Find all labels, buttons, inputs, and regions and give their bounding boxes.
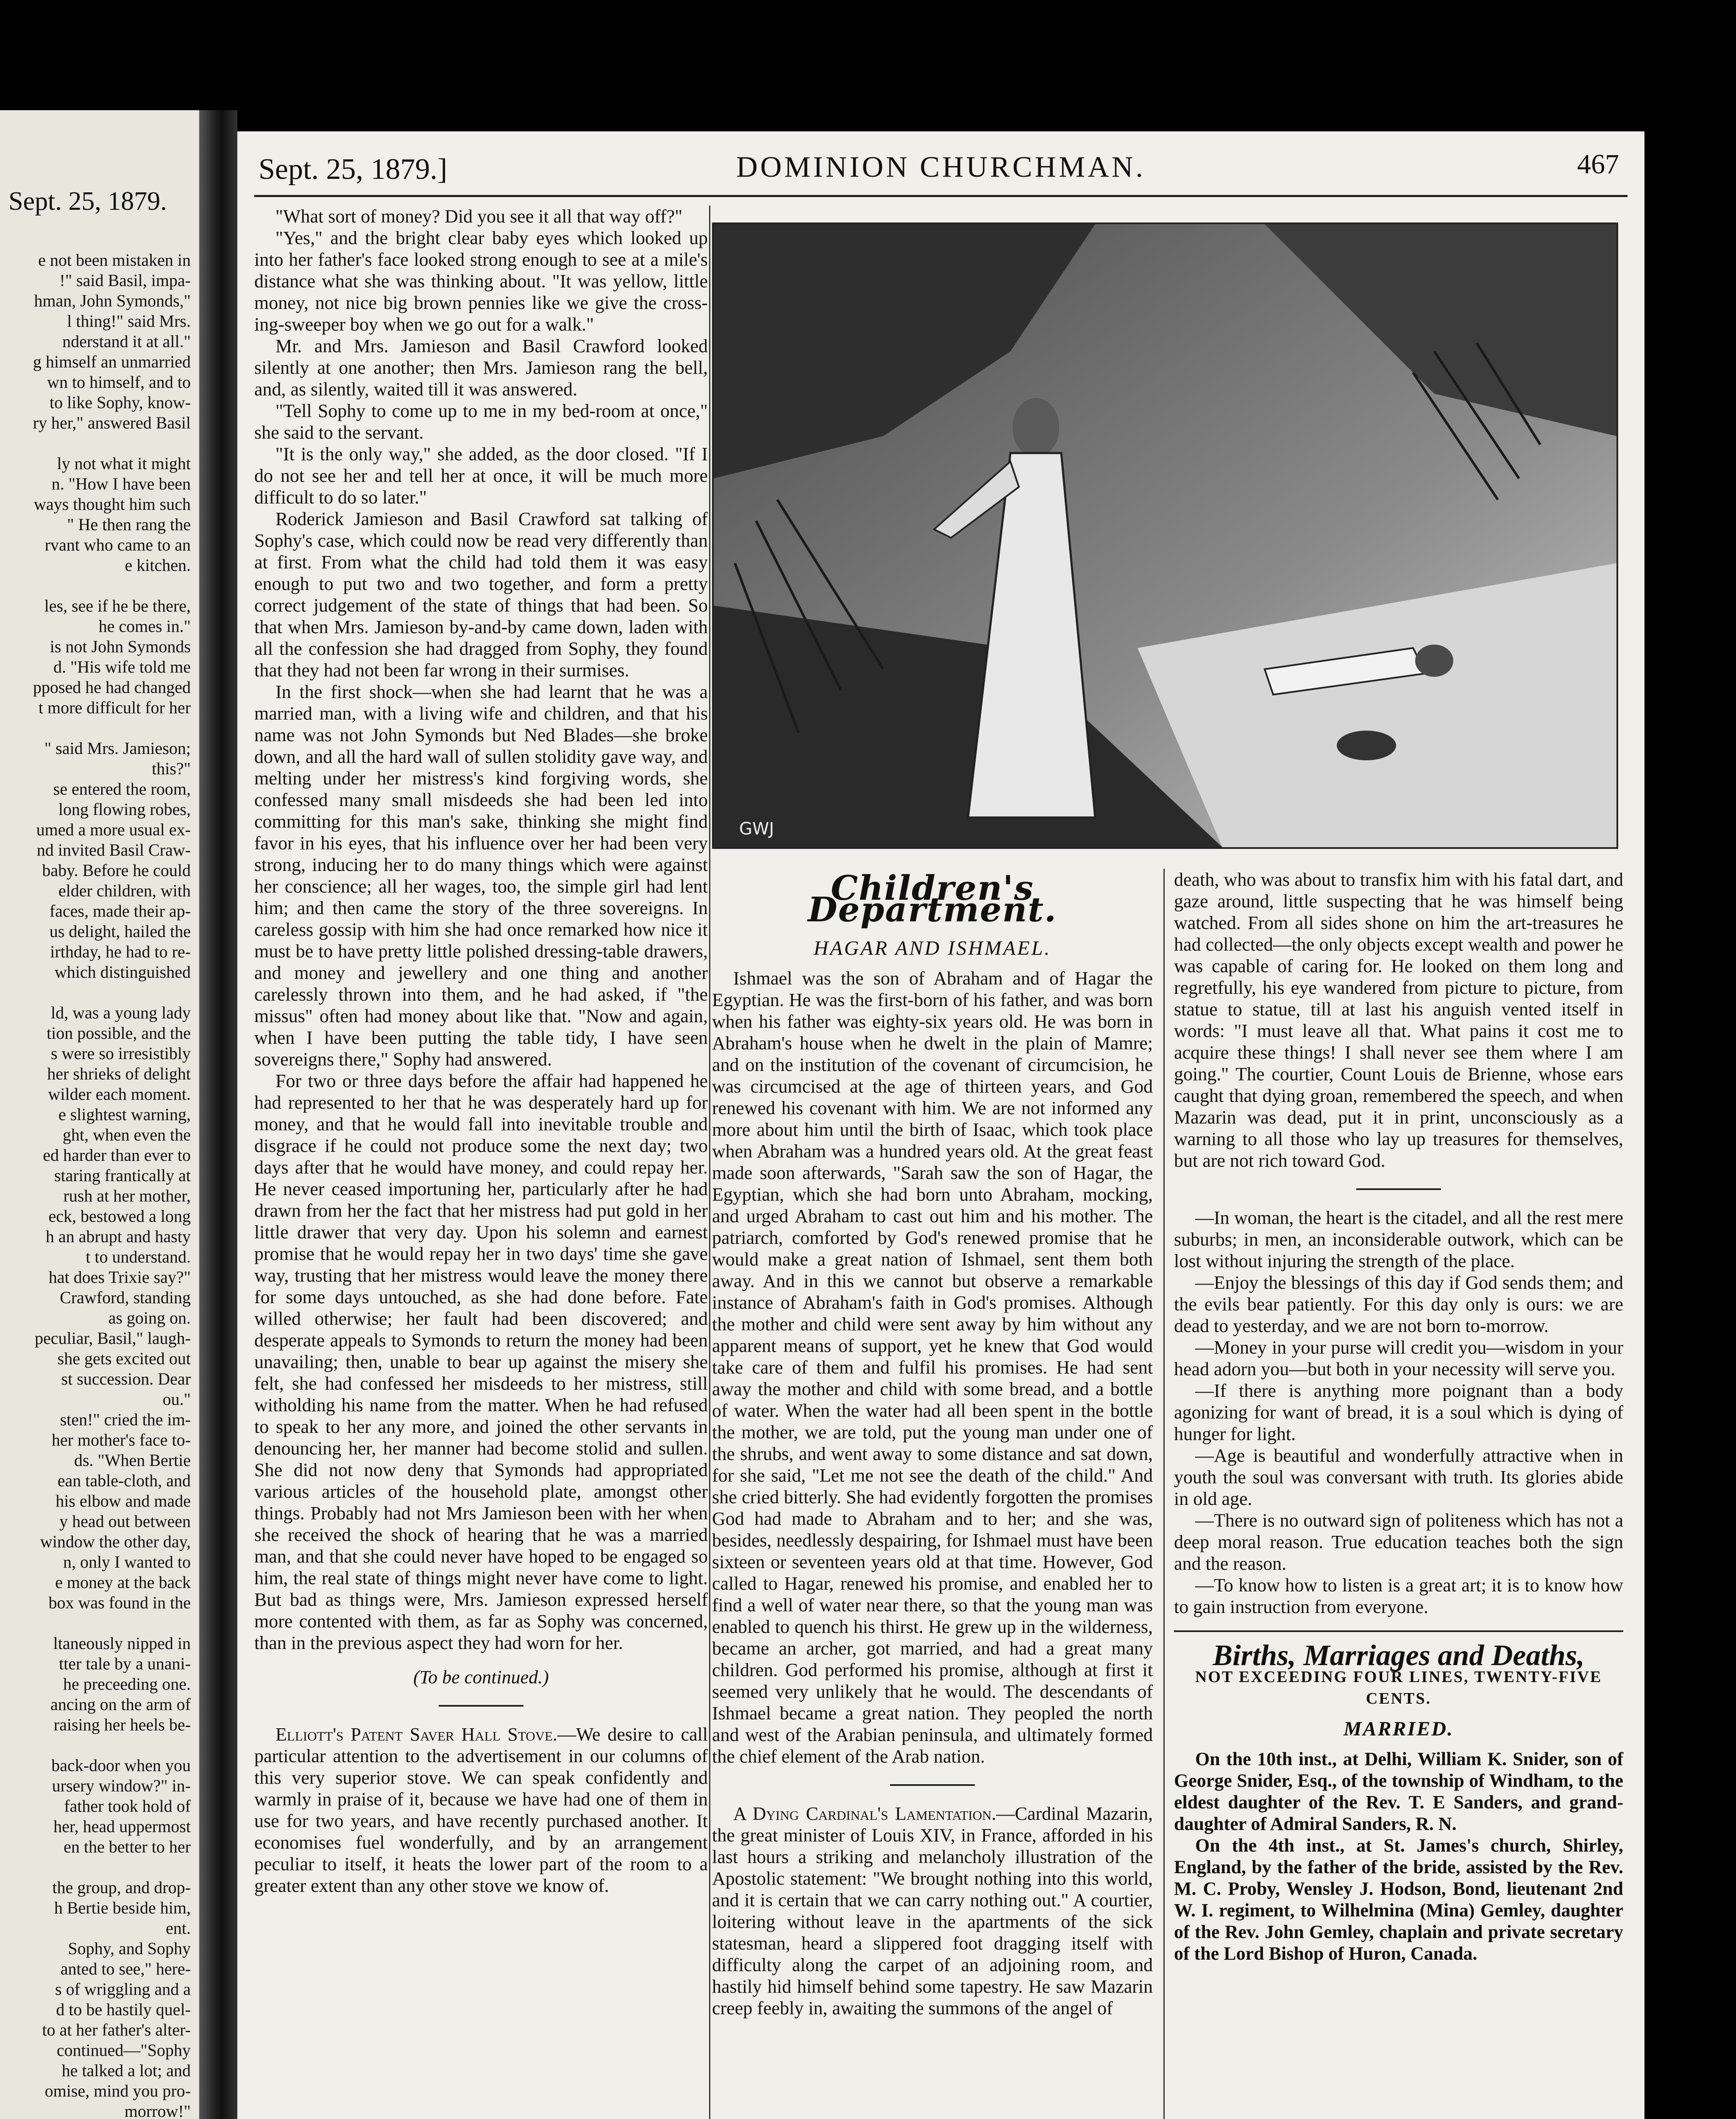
previous-page-line: ancing on the arm of [50, 1695, 191, 1714]
previous-page-line [0, 576, 191, 596]
book-gutter [199, 110, 237, 2119]
previous-page-line: en the better to her [64, 1837, 191, 1856]
previous-page-line: pposed he had changed [33, 678, 191, 697]
previous-page-line: faces, made their ap- [49, 901, 191, 920]
previous-page-line: us delight, hailed the [49, 922, 191, 941]
previous-page-line: e slightest warning, [58, 1105, 191, 1124]
previous-page-line: t more difficult for her [38, 698, 191, 717]
previous-page-line: l thing!" said Mrs. [67, 311, 191, 331]
previous-page-line: d. "His wife told me [53, 657, 191, 676]
previous-page-line: h an abrupt and hasty [45, 1227, 191, 1246]
previous-page-line: nderstand it at all." [62, 332, 191, 351]
story-paragraph: "Yes," and the bright clear baby eyes which looked up into her father's face looked strong enough to see at a mile's distance what she was thinking about. "It was yellow, little money, not nice big brown pennies like we give the cross-ing-sweeper boy when we go out for a walk." [254, 228, 708, 335]
previous-page-line: ou." [162, 1390, 191, 1409]
maxim-item: —To know how to listen is a great art; it is to know how to gain instruction from everyone. [1174, 1575, 1623, 1617]
previous-page-line: d to be hastily quel- [56, 2000, 191, 2019]
previous-page-line: irthday, he had to re- [50, 942, 191, 961]
previous-page-line: father took hold of [64, 1796, 191, 1816]
page-header [237, 140, 1644, 186]
story-column [254, 206, 708, 2119]
masthead-title: DOMINION CHURCHMAN. [736, 151, 1146, 184]
cardinal-text: —Cardinal Mazarin, the great minister of Louis XIV, in France, afforded in his last hours a striking and melancholy illustration of the Apostolic statement: "We brought nothing into this world, and it is certain that we can carry nothing out." A courtier, loitering without leave in the apartments of the sick statesman, heard a slippered foot dragging itself with difficulty along the carpet of an adjoining room, and hastily hid himself behind some tapestry. He saw Mazarin creep feebly in, awaiting the summons of the angel of [712, 1803, 1153, 2019]
previous-page-line: " He then rang the [67, 515, 191, 534]
previous-page-line: anted to see," here- [60, 1959, 191, 1978]
header-date: Sept. 25, 1879.] [259, 153, 448, 186]
previous-page-line: he preceeding one. [63, 1674, 191, 1694]
stove-notice [254, 1724, 708, 1897]
previous-page-line: her shrieks of delight [47, 1064, 191, 1083]
previous-page-line: les, see if he be there, [44, 596, 191, 615]
department-heading: Children's Department. [808, 868, 1057, 929]
previous-page-line: !" said Basil, impa- [59, 271, 191, 290]
previous-page-line: ed harder than ever to [43, 1146, 191, 1165]
right-column [1174, 869, 1623, 1964]
previous-page-line: wn to himself, and to [47, 373, 191, 392]
story-paragraph: In the first shock—when she had learnt that he was a married man, with a living wife and children, and that his name was not John Symonds but Ned Blades—she broke down, and all the hard wall of sullen stolidity gave way, and melting under her mistress's kind forgiving words, she confessed many small misdeeds she had been led into committing for this man's sake, thinking she might find favor in his eyes, that his influence over her had been very strong, inducing her to do many things which were against her conscience; all her wages, too, the simple girl had lent him; and then came the story of the three sovereigns. In careless gossip with him she had once remarked how nice it must be to have pretty little polished dressing-table drawers, and money and jewellery and one thing and another carelessly thrown into them, and he had asked, if "the missus" often had money about like that. "Now and again, when I have been putting the table tidy, I have seen sovereigns there," Sophy had answered. [254, 681, 708, 1070]
marriage-notice: On the 4th inst., at St. James's church, Shirley, England, by the father of the bride, assisted by the Rev. M. C. Proby, Wensley J. Hodson, Bond, lieutenant 2nd W. I. regiment, to Wilhelmina (Mina) Gemley, daughter of the Rev. John Gemley, chaplain and private secretary of the Lord Bishop of Huron, Canada. [1174, 1835, 1623, 1964]
previous-page-line: h Bertie beside him, [54, 1898, 191, 1917]
section-divider-2 [890, 1784, 975, 1786]
previous-page-line [0, 1613, 191, 1633]
previous-page-line: ght, when even the [62, 1125, 191, 1144]
continued-note: (To be continued.) [413, 1667, 549, 1688]
stove-notice-title: Elliott's Patent Saver Hall Stove. [275, 1724, 558, 1745]
previous-page-line: Crawford, standing [60, 1288, 191, 1307]
previous-page-line: s were so irresistibly [51, 1044, 191, 1063]
story-paragraph: For two or three days before the affair had happened he had represented to her that he was desperately hard up for money, and that he would fall into inevitable trouble and disgrace if he could not produce some the next day; two days after that he would have money, and could repay her. He never ceased importuning her, particularly after he had drawn from her the fact that her mistress had put gold in her little drawer that very day. Upon his solemn and earnest promise that he would repay her in two days' time she gave way, trusting that her mistress would leave the money there for some days untouched, as she had done before. Fate willed otherwise; her fault had been discovered; and desperate appeals to Symonds to return the money had been unavailing; then, unable to bear up against the misery she felt, she had confessed her misdeeds to her mistress, still witholding his name from the matter. When he had refused to speak to her any more, and joined the other servants in denouncing her, her manner had become stolid and sullen. She did not now deny that Symonds had appropriated various articles of the household plate, amongst other things. Probably had not Mrs Jamieson been with her when she received the shock of hearing that he was a married man, and that she could never have hoped to be engaged so him, the real state of things might never have come to light. But bad as things were, Mrs. Jamieson expressed herself more contented with them, as far as Sophy was concerned, than in the previous aspect they had worn for her. [254, 1071, 708, 1653]
header-rule [254, 195, 1628, 197]
maxim-item: —Age is beautiful and wonderfully attractive when in youth the soul was conversant with truth. Its glories abide in old age. [1174, 1445, 1623, 1509]
previous-page-line: to at her father's alter- [42, 2020, 191, 2039]
previous-page-header: Sept. 25, 1879. [8, 187, 167, 216]
newspaper-page [237, 131, 1644, 2119]
cardinal-title: A Dying Cardinal's Lamentation. [733, 1803, 996, 1824]
previous-page-line [0, 982, 191, 1003]
cardinal-continuation: death, who was about to transfix him with his fatal dart, and gaze around, little suspecting that he was himself being watched. From all sides shone on him the art-treasures he had collected—the only objects except wealth and power he was capable of caring for. He looked on them long and regretfully, his eye wandered from picture to picture, from statue to statue, till at last his anguish vented itself in words: "I must leave all that. What pains it cost me to acquire these things! I shall never see them where I am going." The courtier, Count Louis de Brienne, whose ears caught that dying groan, remembered the speech, and when Mazarin was dead, put it in print, unconsciously as a warning to all those who lay up treasures for themselves, but are not rich toward God. [1174, 869, 1623, 1171]
story-paragraph: "It is the only way," she added, as the door closed. "If I do not see her and tell her at once, it will be much more difficult to do so later." [254, 444, 708, 508]
previous-page-line: t to understand. [86, 1247, 191, 1266]
column-rule [709, 206, 710, 2119]
section-divider [439, 1705, 523, 1707]
previous-page-line: as going on. [108, 1308, 191, 1327]
maxim-item: —If there is anything more poignant than a body agonizing for want of bread, it is a soul which is dying of hunger for light. [1174, 1380, 1623, 1444]
story-paragraph: Roderick Jamieson and Basil Crawford sat talking of Sophy's case, which could now be read very differently than at first. From what the child had told them it was easy enough to put two and two together, and form a pretty correct judgement of the state of things that had been. So that when Mrs. Jamieson by-and-by came down, laden with all the confession she had dragged from Sophy, they found that they had not been far wrong in their surmises. [254, 509, 708, 681]
previous-page-line: ds. "When Bertie [74, 1451, 191, 1470]
previous-page-line: his elbow and made [56, 1491, 191, 1510]
previous-page-line: raising her heels be- [53, 1715, 191, 1734]
married-heading: MARRIED. [1343, 1718, 1454, 1740]
section-divider-3 [1356, 1188, 1441, 1190]
previous-page-line: ry her," answered Basil [33, 413, 191, 432]
previous-page-line: hat does Trixie say?" [48, 1268, 191, 1287]
maxims-list [1174, 1207, 1623, 1618]
previous-page-line: staring frantically at [54, 1166, 191, 1185]
previous-page-edge [0, 110, 199, 2119]
previous-page-line: is not John Symonds [50, 637, 191, 656]
previous-page-line: e not been mistaken in [38, 250, 191, 270]
maxim-item: —In woman, the heart is the citadel, and all the rest mere suburbs; in men, an inconsiderable outwork, which can be lost without injuring the strength of the place. [1174, 1207, 1623, 1271]
previous-page-line: umed a more usual ex- [36, 820, 191, 839]
previous-page-line: n. "How I have been [51, 474, 191, 493]
previous-page-line [0, 433, 191, 453]
engraving-image [714, 224, 1616, 847]
previous-page-line: elder children, with [58, 881, 191, 900]
maxim-item: —There is no outward sign of politeness which has not a deep moral reason. True education teaches both the sign and the reason. [1174, 1510, 1623, 1574]
previous-page-line: to like Sophy, know- [50, 393, 191, 412]
previous-page-line: omise, mind you pro- [45, 2081, 191, 2100]
hagar-paragraph: Ishmael was the son of Abraham and of Hagar the Egyptian. He was the first-born of his father, and was born when his father was eighty-six years old. He was born in Abraham's house when he dwelt in the plain of Mamre; and on the institution of the covenant of circumcision, he was circumcised at the age of thirteen years, and God renewed his covenant with him. We are not informed any more about him until the birth of Isaac, which took place when Abraham was a hundred years old. At the great feast made soon afterwards, "Sarah saw the son of Hagar, the Egyptian, which she had born unto Abraham, mocking, and urged Abraham to cast out him and his mother. The patriarch, comforted by God's renewed promise that he would make a great nation of Ishmael, sent them both away. And in this we cannot but observe a remarkable instance of Abraham's faith in God's promises. Although the mother and child were sent away by him without any apparent means of support, yet he knew that God would take care of them and fulfil his promises. He had sent away the mother and child with some bread, and a bottle of water. When the water had all been spent in the bottle the mother, we are told, put the young man under one of the shrubs, and went away to some distance and sat down, for she said, "Let me not see the death of the child." And she cried bitterly. She had evidently forgotten the promises God had made to Abraham and to her; and she was, besides, needlessly despairing, for Ishmael must have been sixteen or seventeen years old at that time. However, God called to Hagar, renewed his promise, and enabled her to find a well of water near there, so that the young man was enabled to quench his thirst. He grew up in the wilderness, became an archer, got married, and had a great many children. God performed his promise, although at first it seemed very unlikely that he would. The descendants of Ishmael became a great nation. They peopled the north and west of the Arabian peninsula, and ultimately formed the chief element of the Arab nation. [712, 968, 1153, 1767]
previous-page-line: he talked a lot; and [61, 2061, 191, 2080]
story-paragraph: Mr. and Mrs. Jamieson and Basil Crawford looked silently at one another; then Mrs. Jamieson rang the bell, and, as silently, waited till it was answered. [254, 336, 708, 400]
previous-page-line [0, 1857, 191, 1877]
marriage-notice: On the 10th inst., at Delhi, William K. Snider, son of George Snider, Esq., of the township of Windham, to the eldest daughter of the Rev. T. E Sanders, and grand-daughter of Admiral Sanders, R. N. [1174, 1749, 1623, 1834]
previous-page-line: sten!" cried the im- [60, 1410, 191, 1429]
previous-page-line: back-door when you [51, 1756, 191, 1775]
previous-page-line: she gets excited out [57, 1349, 191, 1368]
previous-page-column [0, 250, 199, 2119]
previous-page-line: hman, John Symonds," [34, 291, 191, 310]
previous-page-line: s of wriggling and a [55, 1980, 191, 1999]
previous-page-line: ways thought him such [34, 495, 191, 514]
previous-page-line: ean table-cloth, and [57, 1471, 191, 1490]
story-text [254, 206, 708, 1654]
previous-page-line: st succession. Dear [61, 1369, 191, 1388]
previous-page-line: box was found in the [48, 1593, 191, 1612]
story-paragraph: "Tell Sophy to come up to me in my bed-room at once," she said to the servant. [254, 400, 708, 443]
previous-page-line: morrow!" [124, 2102, 191, 2119]
marriage-notices [1174, 1748, 1623, 1964]
previous-page-line: window the other day, [40, 1532, 191, 1551]
previous-page-line: rush at her mother, [63, 1186, 191, 1205]
previous-page-line: baby. Before he could [42, 861, 191, 880]
previous-page-line: tion possible, and the [47, 1023, 191, 1043]
previous-page-line: continued—"Sophy [56, 2041, 191, 2060]
maxim-item: —Money in your purse will credit you—wisdom in your head adorn you—but both in your necessity will serve you. [1174, 1337, 1623, 1379]
previous-page-line: e money at the back [55, 1573, 191, 1592]
previous-page-line [0, 718, 191, 738]
previous-page-line: tter tale by a unani- [59, 1654, 191, 1673]
column-rule-2 [1163, 869, 1165, 2119]
story-paragraph: "What sort of money? Did you see it all that way off?" [275, 206, 683, 227]
hagar-illustration [712, 222, 1618, 849]
illustration-signature: GWJ [739, 819, 774, 839]
bmd-subtitle: NOT EXCEEDING FOUR LINES, TWENTY-FIVE CENTS. [1195, 1668, 1602, 1707]
previous-page-line: ltaneously nipped in [53, 1634, 191, 1653]
maxim-item: —Enjoy the blessings of this day if God sends them; and the evils bear patiently. For this day only is ours: we are dead to yesterday, and we are not born to-morrow. [1174, 1272, 1623, 1336]
hagar-text [712, 968, 1153, 1767]
previous-page-line: Sophy, and Sophy [68, 1939, 191, 1958]
previous-page-line: which distinguished [54, 962, 191, 982]
stove-notice-text: —We desire to call particular attention to the advertisement in our columns of this very superior stove. We can speak confidently and warmly in praise of it, because we have had one of them in use for two years, and have recently purchased another. It economises fuel wonderfully, and by an arrangement peculiar to itself, it heats the lower part of the room to a greater extent than any other stove we know of. [254, 1724, 708, 1896]
previous-page-line: g himself an unmarried [33, 352, 191, 371]
cardinal-article [712, 1803, 1153, 2019]
previous-page-line: her, head uppermost [53, 1817, 191, 1836]
previous-page-line [0, 1735, 191, 1755]
bmd-title: Births, Marriages and Deaths, [1213, 1639, 1585, 1672]
previous-page-line: ursery window?" in- [52, 1776, 191, 1795]
childrens-column [712, 869, 1153, 2019]
previous-page-line: the group, and drop- [52, 1878, 191, 1897]
previous-page-line: nd invited Basil Craw- [36, 840, 191, 859]
previous-page-line: wilder each moment. [48, 1085, 191, 1104]
story-title: HAGAR AND ISHMAEL. [813, 937, 1052, 959]
previous-page-line: her mother's face to- [51, 1430, 191, 1449]
previous-page-line: y head out between [59, 1512, 191, 1531]
previous-page-line: ly not what it might [57, 454, 191, 473]
previous-page-line: ent. [166, 1919, 191, 1938]
previous-page-line: e kitchen. [125, 556, 191, 575]
page-number: 467 [1577, 149, 1619, 180]
bmd-rule [1174, 1630, 1623, 1632]
previous-page-line: he comes in." [98, 617, 191, 636]
previous-page-line: eck, bestowed a long [48, 1207, 191, 1226]
previous-page-line: long flowing robes, [58, 800, 191, 819]
previous-page-line: peculiar, Basil," laugh- [35, 1329, 191, 1348]
previous-page-line: rvant who came to an [45, 535, 191, 554]
previous-page-line: n, only I wanted to [63, 1552, 191, 1571]
previous-page-line: this?" [152, 759, 191, 778]
previous-page-line: ld, was a young lady [51, 1003, 191, 1022]
previous-page-line: se entered the room, [53, 779, 191, 798]
previous-page-line: " said Mrs. Jamieson; [44, 739, 191, 758]
